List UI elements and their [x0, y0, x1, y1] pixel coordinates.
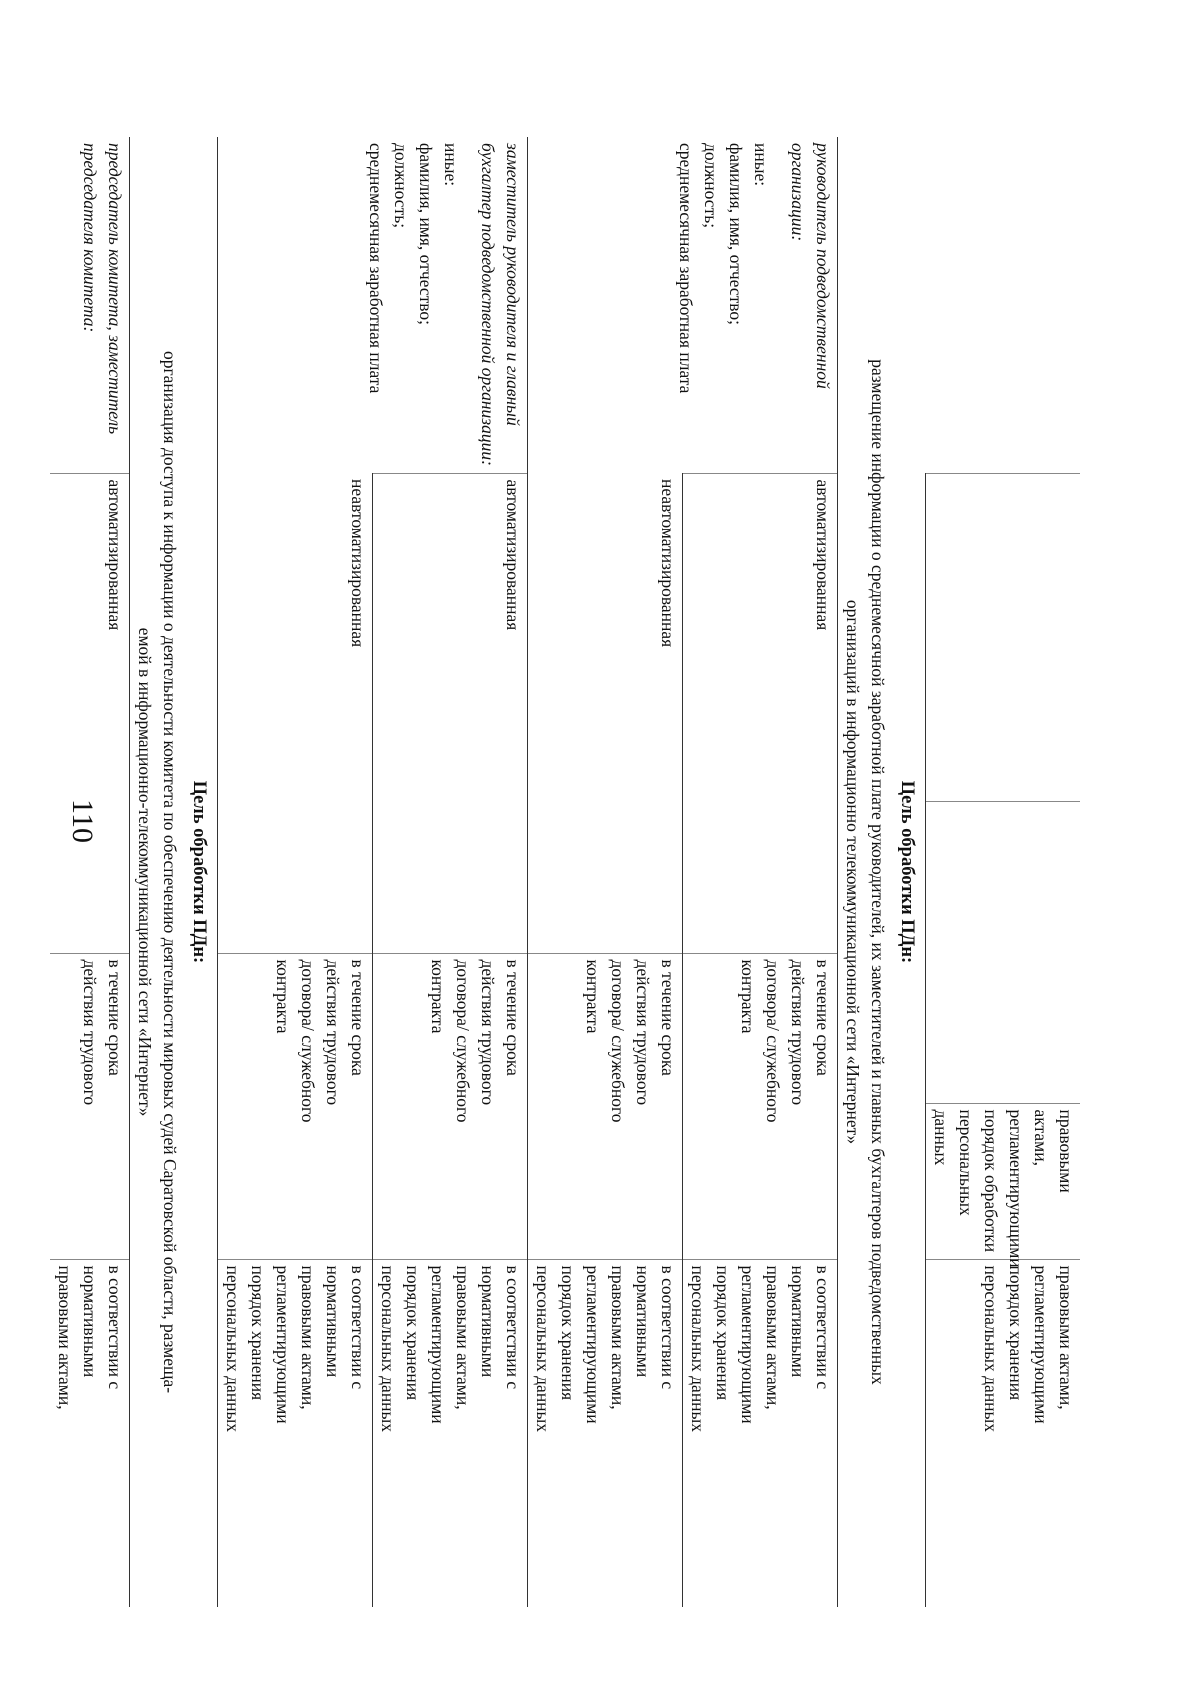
term-line: действия трудового	[80, 959, 100, 1106]
term-line: порядок обработки	[981, 1109, 1001, 1253]
goal-header-row	[184, 137, 218, 1607]
term-line: договора/ служебного	[608, 959, 628, 1123]
storage-line: регламентирующими	[428, 1265, 448, 1424]
purpose-line: размещение информации о среднемесячной заработной плате руководителей, их заместителей и главных бухгалтеров подведомственных	[868, 359, 888, 1385]
term-line: контракта	[428, 959, 448, 1034]
page-number: 110	[65, 799, 99, 843]
pdn-table	[50, 137, 1080, 1607]
term-line: в течение срока	[105, 959, 125, 1076]
storage-line: правовыми актами,	[608, 1265, 628, 1410]
storage-line: порядок хранения	[248, 1265, 268, 1401]
method-cell: неавтоматизированная	[218, 473, 373, 953]
term-line: действия трудового	[633, 959, 653, 1106]
storage-line: регламентирующими	[738, 1265, 758, 1424]
storage-cell	[683, 1259, 838, 1607]
storage-line: в соответствии с	[813, 1265, 833, 1390]
term-cell	[373, 953, 528, 1259]
term-line: контракта	[583, 959, 603, 1034]
term-line: договора/ служебного	[298, 959, 318, 1123]
storage-cell	[926, 1259, 1081, 1607]
method-cell: автоматизированная	[373, 473, 528, 953]
term-cell	[683, 953, 838, 1259]
data-line: фамилия, имя, отчество;	[416, 143, 436, 326]
goal-header-row	[892, 137, 926, 1607]
table-row	[373, 137, 528, 1607]
storage-line: регламентирующими	[583, 1265, 603, 1424]
goal-label: Цель обработки ПДн:	[189, 780, 209, 964]
term-line: действия трудового	[478, 959, 498, 1106]
storage-line: персональных данных	[981, 1265, 1001, 1433]
purpose-row	[838, 137, 893, 1607]
storage-cell	[50, 1259, 130, 1607]
term-cell	[50, 953, 130, 1259]
purpose-text	[130, 137, 185, 1607]
storage-line: персональных данных	[533, 1265, 553, 1433]
storage-line: правовыми актами,	[1056, 1265, 1076, 1410]
subject-category: руководитель подведомственной организации:	[788, 143, 833, 389]
table-row	[683, 137, 838, 1607]
method-cell: автоматизированная	[50, 473, 130, 953]
term-line: договора/ служебного	[763, 959, 783, 1123]
storage-line: в соответствии с	[348, 1265, 368, 1390]
data-line: должность;	[701, 143, 721, 229]
data-line: фамилия, имя, отчество;	[726, 143, 746, 326]
table-row	[926, 137, 1081, 1607]
data-line: среднемесячная заработная плата	[366, 143, 386, 394]
storage-line: в соответствии с	[105, 1265, 125, 1390]
subject-category-cell	[218, 137, 528, 473]
term-cell	[218, 953, 373, 1259]
storage-cell	[373, 1259, 528, 1607]
subject-category: заместитель руководителя и главный бухгалтер подведомственной организации:	[478, 143, 523, 466]
data-line: иные:	[751, 143, 771, 187]
data-line: должность;	[391, 143, 411, 229]
storage-line: персональных данных	[378, 1265, 398, 1433]
storage-line: в соответствии с	[503, 1265, 523, 1390]
method-cell: автоматизированная	[683, 473, 838, 953]
purpose-line: емой в информационно-телекоммуникационной сети «Интернет»	[135, 627, 155, 1117]
storage-line: правовыми актами,	[763, 1265, 783, 1410]
data-line: иные:	[441, 143, 461, 187]
term-line: персональных данных	[931, 1109, 976, 1216]
storage-line: нормативными	[80, 1265, 100, 1378]
term-line: контракта	[273, 959, 293, 1034]
term-line: в течение срока	[503, 959, 523, 1076]
table-row	[50, 137, 130, 1607]
storage-line: порядок хранения	[558, 1265, 578, 1401]
subject-category: председатель комитета, заместитель председателя комитета:	[80, 143, 125, 435]
term-cell	[926, 1103, 1081, 1268]
purpose-text	[838, 137, 893, 1607]
term-line: правовыми актами,	[1031, 1109, 1076, 1193]
subject-category-cell	[50, 137, 130, 473]
term-line: договора/ служебного	[453, 959, 473, 1123]
storage-line: порядок хранения	[403, 1265, 423, 1401]
storage-line: правовыми актами,	[453, 1265, 473, 1410]
term-line: действия трудового	[788, 959, 808, 1106]
storage-line: персональных данных	[688, 1265, 708, 1433]
storage-line: нормативными	[788, 1265, 808, 1378]
storage-line: персональных данных	[223, 1265, 243, 1433]
storage-line: порядок хранения	[1006, 1265, 1026, 1401]
storage-line: регламентирующими	[1031, 1265, 1051, 1424]
term-line: контракта	[738, 959, 758, 1034]
storage-line: порядок хранения	[713, 1265, 733, 1401]
term-line: в течение срока	[348, 959, 368, 1076]
storage-line: нормативными	[633, 1265, 653, 1378]
storage-line: нормативными	[478, 1265, 498, 1378]
purpose-line: организаций в информационно телекоммуникационной сети «Интернет»	[843, 599, 863, 1145]
term-cell	[528, 953, 683, 1259]
data-line: среднемесячная заработная плата	[676, 143, 696, 394]
storage-cell	[528, 1259, 683, 1607]
purpose-row	[130, 137, 185, 1607]
subject-category-cell	[528, 137, 838, 473]
term-line: в течение срока	[813, 959, 833, 1076]
goal-label: Цель обработки ПДн:	[897, 780, 917, 964]
storage-line: правовыми актами,	[55, 1265, 75, 1410]
storage-line: регламентирующими	[273, 1265, 293, 1424]
storage-cell	[218, 1259, 373, 1607]
storage-line: правовыми актами,	[298, 1265, 318, 1410]
term-line: в течение срока	[658, 959, 678, 1076]
term-line: действия трудового	[323, 959, 343, 1106]
storage-line: в соответствии с	[658, 1265, 678, 1390]
method-cell: неавтоматизированная	[528, 473, 683, 953]
term-line: регламентирующими	[1006, 1109, 1026, 1268]
purpose-line: организация доступа к информации о деятельности комитета по обеспечению деятельности мировых судей Саратовской области, размеща-	[160, 350, 180, 1394]
storage-line: нормативными	[323, 1265, 343, 1378]
